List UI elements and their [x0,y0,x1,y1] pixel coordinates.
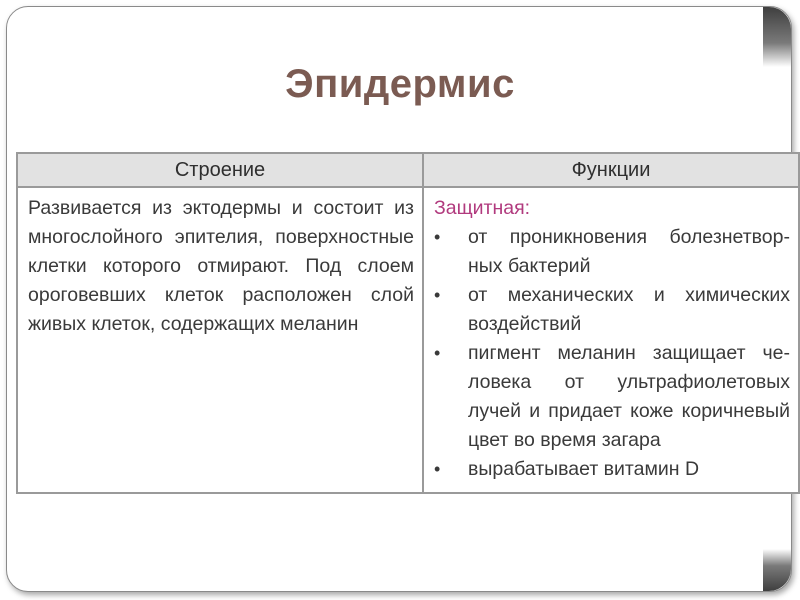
table-row [17,187,799,493]
epidermis-table [16,152,800,494]
function-item-text: пигмент меланин защищает че-ловека от ультрафиолетовых лучей и придает коже коричневый цвет во время загара [468,342,790,451]
bullet-dot-icon: • [434,459,441,479]
header-structure: Строение [17,153,423,187]
structure-cell [17,187,423,493]
list-item [434,455,790,484]
functions-heading: Защитная: [434,197,531,219]
list-item [434,339,790,455]
table-header-row [17,153,799,187]
list-item [434,223,790,281]
slide-title: Эпидермис [285,62,515,106]
list-item [434,281,790,339]
function-item-text: от проникновения болезнетвор-ных бактерий [468,226,790,277]
function-item-text: от механических и химических воздействий [468,284,790,335]
bullet-dot-icon: • [434,227,441,247]
bullet-dot-icon: • [434,285,441,305]
function-item-text: вырабатывает витамин D [468,458,700,480]
bullet-dot-icon: • [434,343,441,363]
functions-cell [423,187,799,493]
frame-corner-decoration [763,7,791,67]
frame-corner-decoration-bottom [763,549,791,591]
structure-text: Развивается из эктодермы и состоит из многослойного эпителия, поверхностные клетки которого отмирают. Под слоем ороговевших клеток расположен слой живых клеток, содержащих меланин [28,197,414,335]
header-functions: Функции [423,153,799,187]
functions-list [434,223,790,484]
